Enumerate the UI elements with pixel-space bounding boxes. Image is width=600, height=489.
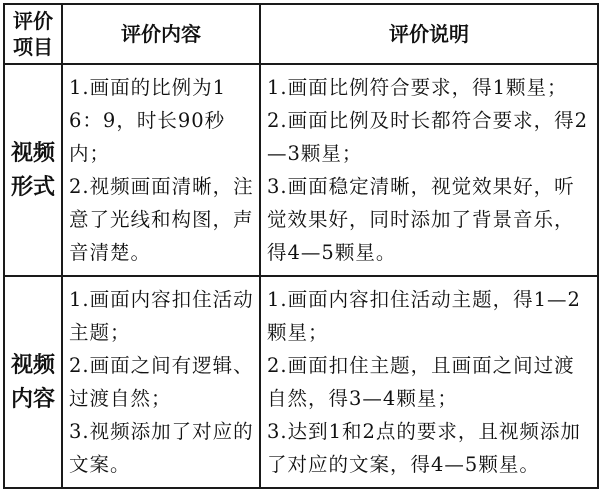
description-point: 3.画面稳定清晰，视觉效果好，听觉效果好，同时添加了背景音乐，得4—5颗星。 bbox=[267, 175, 575, 264]
description-point: 1.画面比例符合要求，得1颗星； bbox=[267, 76, 568, 99]
row-content-cell bbox=[62, 64, 260, 276]
row-item-cell bbox=[4, 64, 62, 276]
content-point: 2.视频画面清晰，注意了光线和构图，声音清楚。 bbox=[69, 175, 254, 264]
content-point: 2.画面之间有逻辑、过渡自然； bbox=[69, 354, 254, 410]
evaluation-table bbox=[3, 3, 599, 489]
header-item bbox=[4, 4, 62, 64]
description-point: 3.达到1和2点的要求，且视频添加了对应的文案，得4—5颗星。 bbox=[267, 420, 581, 476]
header-description: 评价说明 bbox=[260, 4, 598, 64]
table-row bbox=[4, 64, 598, 276]
header-content: 评价内容 bbox=[62, 4, 260, 64]
header-item-label: 评价项目 bbox=[13, 9, 53, 59]
row-description-cell bbox=[260, 64, 598, 276]
row-item-label: 视频内容 bbox=[10, 352, 55, 412]
header-row bbox=[4, 4, 598, 64]
content-point: 1.画面内容扣住活动主题； bbox=[69, 288, 254, 344]
row-content-cell bbox=[62, 276, 260, 488]
content-point: 1.画面的比例为16：9，时长90秒内； bbox=[69, 76, 227, 165]
description-point: 2.画面扣住主题，且画面之间过渡自然，得3—4颗星； bbox=[267, 354, 575, 410]
content-point: 3.视频添加了对应的文案。 bbox=[69, 420, 254, 476]
description-point: 2.画面比例及时长都符合要求，得2—3颗星； bbox=[267, 109, 589, 165]
table-row bbox=[4, 276, 598, 488]
row-description-cell bbox=[260, 276, 598, 488]
row-item-cell bbox=[4, 276, 62, 488]
description-point: 1.画面内容扣住活动主题，得1—2颗星； bbox=[267, 288, 581, 344]
row-item-label: 视频形式 bbox=[10, 140, 55, 200]
